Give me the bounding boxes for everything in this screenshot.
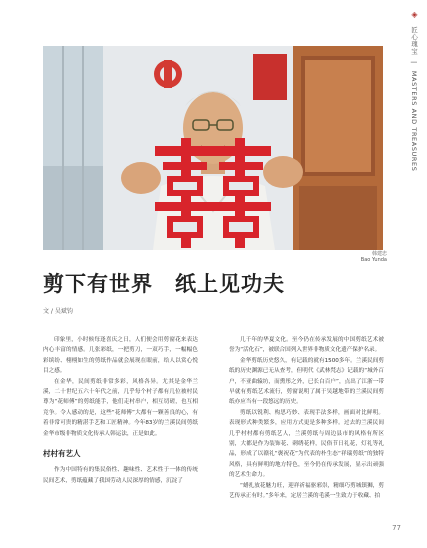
main-photo [43,46,383,250]
paragraph: 金华剪纸历史悠久，有记载的就有1500多年。兰溪民间剪纸的历史渊源已无从查考，但明代《武林梵志》记载的“城外百户，不亚曲辕坊，而熏彤之外，已长白百户”，点出了江浙一带早就有剪纸艺术流行，剪窗说明了属于吴越地带的兰溪民间剪纸亦应当有一段悠远的历史。 [229,357,384,406]
article-byline: 文 / 吴斌钧 [43,308,73,315]
photo-illustration [43,46,383,250]
article-title: 剪下有世界 纸上见功夫 [43,271,285,296]
header-divider: | [410,61,418,65]
section-subhead: 村村有艺人 [43,449,81,459]
paragraph: 印象里，小时候每逢喜庆之日，人们便会用剪窗花来表达内心丰富的情感。几张彩纸，一把剪刀，一双巧手，一幅幅色彩缤纷、栩栩如生的剪纸作品就会展现在眼前，给人以赏心悦目之感。 [43,337,198,375]
photo-caption-name: 韩建忠 [371,251,387,257]
section-header [410,10,419,171]
right-column [229,335,384,502]
section-mark-icon: ◈ [410,10,419,20]
left-column [43,335,198,486]
photo-caption [357,251,387,263]
photo-caption-credit: Bao Yunda [360,257,387,263]
paragraph: 作为中国特有的集民俗性、趣味性、艺术性于一体的传统民间艺术，剪纸蕴藏了我国劳动人民深厚的情感，沉淀了 [43,467,198,484]
section-title-cn: 匠心瑰宝 [410,26,418,55]
paragraph: 剪纸以锐利、构思巧妙、表现手法多样，画面对比鲜明。表现形式种类繁多，应用方式更是多种多样。过去的兰溪民间几乎村村都有剪纸艺人，兰溪剪纸与周边县市的风格有所区别，大都是作为装饰花、刺绣花样，民俗节日礼花，灯礼等礼品，形成了以赣礼“褒祝花”为代表的朴生态“祥瑞剪纸”的独特风格，具有鲜明的地方特色，至今仍在传承发展，显示出顽强的艺术生命力。 [229,409,384,479]
paragraph: 在金华，民间剪纸非常多彩，风格各异。尤其是金华兰溪，二十世纪五六十年代之前，几乎每个村子都有几位被村民尊为“花师傅”的剪纸能手，他们走村串户，相互切磋，也互相竞争。令人感动的是，这些“花师傅”大都有一颗善良的心，有着非常可贵的精湛手艺和工匠精神。今年83岁的兰溪民间剪纸金华市级非物质文化传承人韩运法，正是如此。 [43,378,198,437]
page-number: 77 [392,524,401,532]
paragraph: “蜡扎放花魅力旺，迎祥祈福驱邪祟，精细巧剪城镇狮，剪艺传承正有时。”多年来，定居兰溪的毛溪一生致力于收藏、拍 [229,482,384,500]
paragraph: 几千年的华夏文化。至今仍在传承发展的中国剪纸艺术被誉为“活化石”，被联合国列入世界非物质文化遗产保护名录。 [229,337,384,354]
section-title-en: MASTERS AND TREASURES [410,70,418,172]
